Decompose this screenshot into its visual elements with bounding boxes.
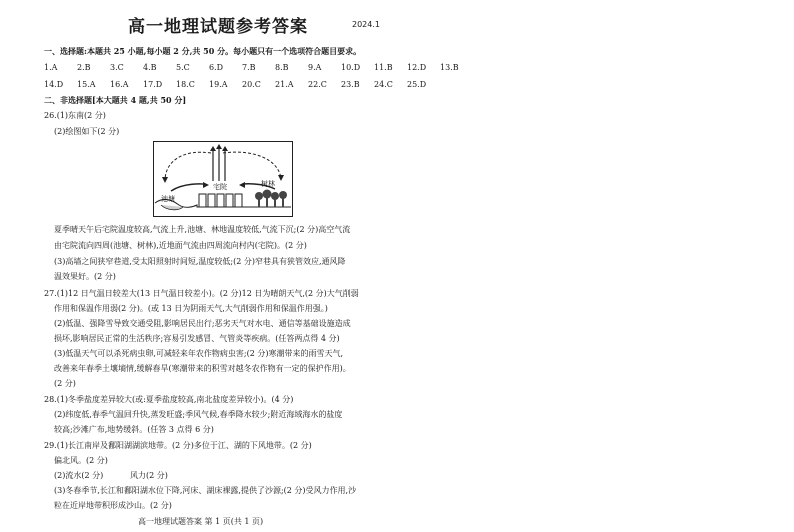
- q29-line-5: 粒在近岸地带积形成沙山。(2 分): [54, 501, 172, 510]
- q29-line-4: (3)冬春季节,长江和鄱阳湖水位下降,河床、湖床裸露,提供了沙源;(2 分)受风力作用,沙: [54, 486, 357, 495]
- q29-line-2: 偏北风。(2 分): [54, 456, 108, 465]
- section2-header: 二、非选择题[本大题共 4 题,共 50 分]: [44, 95, 187, 105]
- choice-answer: 7.B: [242, 63, 256, 72]
- choice-answer: 24.C: [374, 80, 393, 89]
- q27-line-4: 损坏,影响居民正常的生活秩序;容易引发感冒、气管炎等疾病。(任答两点得 4 分): [54, 334, 340, 343]
- choice-answer: 22.C: [308, 80, 327, 89]
- choice-answer: 18.C: [176, 80, 195, 89]
- choice-answer: 8.B: [275, 63, 289, 72]
- choice-answer: 25.D: [407, 80, 427, 89]
- label-house: 宅院: [213, 183, 227, 191]
- choice-answer: 2.B: [77, 63, 91, 72]
- q28-line-1: 28.(1)冬季盐度差异较大(或:夏季盐度较高,南北盐度差异较小)。(4 分): [44, 395, 294, 404]
- q26-line-3: 夏季晴天午后宅院温度较高,气流上升,池塘、林地温度较低,气流下沉;(2 分)高空气流: [54, 225, 351, 234]
- page-title: 高一地理试题参考答案: [128, 17, 308, 37]
- section1-header: 一、选择题:本题共 25 小题,每小题 2 分,共 50 分。每小题只有一个选项符合题目要求。: [44, 46, 362, 56]
- q29-line-1: 29.(1)长江南岸及鄱阳湖湖滨地带。(2 分)多位于江、湖的下风地带。(2 分): [44, 441, 312, 450]
- q27-line-6: 改善来年春季土壤墒情,缓解春旱(寒潮带来的积雪对越冬农作物有一定的保护作用)。: [54, 364, 351, 373]
- choice-answer: 12.D: [407, 63, 427, 72]
- choice-answer: 1.A: [44, 63, 58, 72]
- q29-line-3a: (2)流水(2 分): [54, 471, 104, 480]
- q26-line-6: 温效果好。(2 分): [54, 272, 116, 281]
- choice-answer: 15.A: [77, 80, 96, 89]
- q27-line-2: 作用和保温作用弱(2 分)。(或 13 日为阴雨天气,大气削弱作用和保温作用强。): [54, 304, 328, 313]
- choice-answer: 10.D: [341, 63, 361, 72]
- q26-line-2: (2)绘图如下(2 分): [54, 127, 120, 136]
- q26-line-4: 由宅院流向四周(池塘、树林),近地面气流由四周流向村内(宅院)。(2 分): [54, 241, 307, 250]
- choice-answer: 13.B: [440, 63, 459, 72]
- circulation-diagram: [153, 141, 293, 217]
- q28-line-2: (2)纬度低,春季气温回升快,蒸发旺盛;季风气候,春季降水较少;附近海域海水的盐度: [54, 410, 343, 419]
- choice-answers-row-1: [44, 63, 473, 72]
- choice-answer: 21.A: [275, 80, 294, 89]
- choice-answer: 4.B: [143, 63, 157, 72]
- choice-answer: 14.D: [44, 80, 64, 89]
- page-footer: 高一地理试题答案 第 1 页(共 1 页): [138, 517, 264, 526]
- label-pond: 池塘: [161, 195, 175, 203]
- q27-line-5: (3)低温天气可以杀死病虫卵,可减轻来年农作物病虫害;(2 分)寒潮带来的雨雪天气,: [54, 349, 343, 358]
- q29-line-3b: 风力(2 分): [130, 471, 168, 480]
- choice-answer: 20.C: [242, 80, 261, 89]
- q27-line-1: 27.(1)12 日气温日较差大(13 日气温日较差小)。(2 分)12 日为晴朗天气,(2 分)大气削弱: [44, 289, 359, 298]
- choice-answer: 17.D: [143, 80, 163, 89]
- choice-answer: 9.A: [308, 63, 322, 72]
- exam-date: 2024.1: [352, 20, 380, 29]
- choice-answer: 6.D: [209, 63, 224, 72]
- q27-line-7: (2 分): [54, 379, 76, 388]
- choice-answer: 11.B: [374, 63, 393, 72]
- q27-line-3: (2)低温、强降雪导致交通受阻,影响居民出行;恶劣天气对水电、通信等基础设施造成: [54, 319, 351, 328]
- choice-answer: 3.C: [110, 63, 124, 72]
- q26-line-1: 26.(1)东南(2 分): [44, 111, 106, 120]
- q28-line-3: 较高;沙滩广布,地势缓斜。(任答 3 点得 6 分): [54, 425, 214, 434]
- choice-answer: 23.B: [341, 80, 360, 89]
- choice-answers-row-2: [44, 80, 440, 89]
- choice-answer: 16.A: [110, 80, 129, 89]
- choice-answer: 5.C: [176, 63, 190, 72]
- label-forest: 树林: [261, 180, 275, 188]
- choice-answer: 19.A: [209, 80, 228, 89]
- q26-line-5: (3)高墙之间狭窄巷道,受太阳照射时间短,温度较低;(2 分)窄巷具有狭管效应,通风降: [54, 257, 346, 266]
